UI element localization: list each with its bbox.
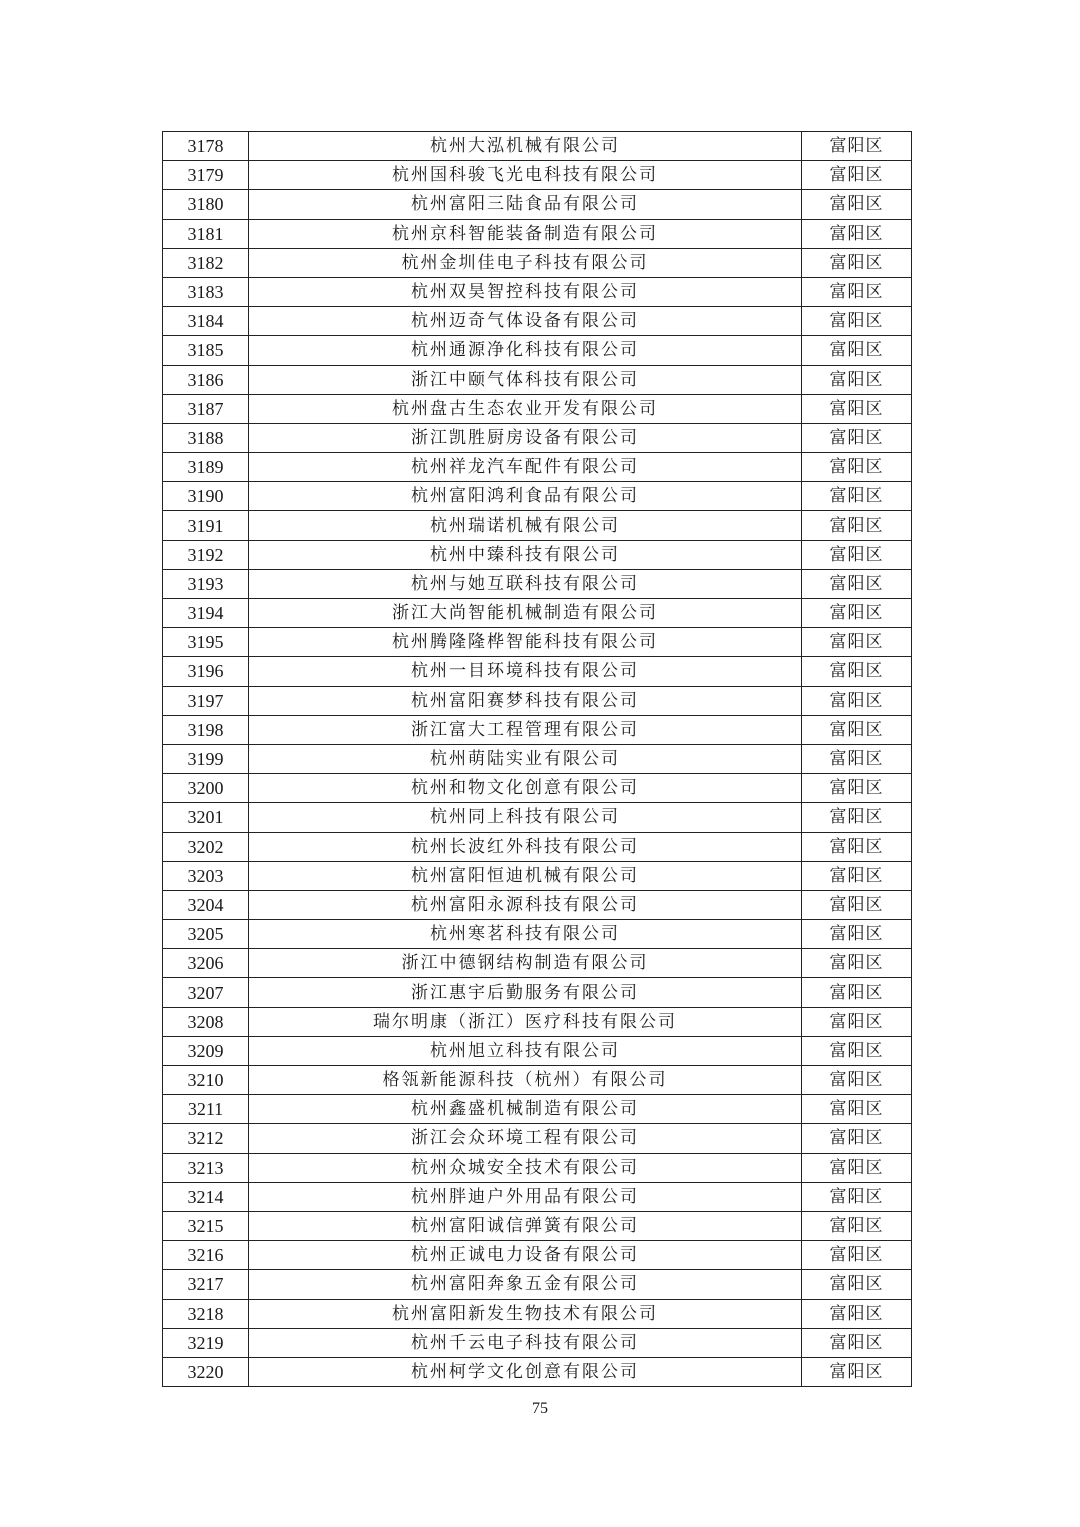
table-row <box>163 277 912 306</box>
district: 富阳区 <box>802 715 912 744</box>
row-number: 3180 <box>163 190 249 219</box>
district: 富阳区 <box>802 453 912 482</box>
table-row <box>163 336 912 365</box>
district: 富阳区 <box>802 248 912 277</box>
row-number: 3211 <box>163 1095 249 1124</box>
district: 富阳区 <box>802 920 912 949</box>
row-number: 3192 <box>163 540 249 569</box>
row-number: 3184 <box>163 307 249 336</box>
row-number: 3216 <box>163 1241 249 1270</box>
district: 富阳区 <box>802 1066 912 1095</box>
table-row <box>163 511 912 540</box>
district: 富阳区 <box>802 686 912 715</box>
row-number: 3203 <box>163 861 249 890</box>
company-name: 杭州长波红外科技有限公司 <box>249 832 802 861</box>
company-name: 浙江会众环境工程有限公司 <box>249 1124 802 1153</box>
table-row <box>163 861 912 890</box>
row-number: 3197 <box>163 686 249 715</box>
company-name: 杭州双昊智控科技有限公司 <box>249 277 802 306</box>
table-row <box>163 365 912 394</box>
table-row <box>163 949 912 978</box>
row-number: 3191 <box>163 511 249 540</box>
company-name: 杭州众城安全技术有限公司 <box>249 1153 802 1182</box>
company-name: 杭州富阳赛梦科技有限公司 <box>249 686 802 715</box>
table-row <box>163 1182 912 1211</box>
district: 富阳区 <box>802 277 912 306</box>
row-number: 3204 <box>163 890 249 919</box>
table-row <box>163 1211 912 1240</box>
table-row <box>163 657 912 686</box>
company-name: 杭州富阳鸿利食品有限公司 <box>249 482 802 511</box>
district: 富阳区 <box>802 803 912 832</box>
company-name: 杭州富阳奔象五金有限公司 <box>249 1270 802 1299</box>
district: 富阳区 <box>802 511 912 540</box>
row-number: 3185 <box>163 336 249 365</box>
company-list-body <box>163 132 912 1387</box>
table-row <box>163 219 912 248</box>
district: 富阳区 <box>802 394 912 423</box>
company-name: 杭州正诚电力设备有限公司 <box>249 1241 802 1270</box>
district: 富阳区 <box>802 1357 912 1386</box>
row-number: 3206 <box>163 949 249 978</box>
table-row <box>163 161 912 190</box>
row-number: 3190 <box>163 482 249 511</box>
district: 富阳区 <box>802 161 912 190</box>
company-name: 杭州盘古生态农业开发有限公司 <box>249 394 802 423</box>
company-name: 杭州中臻科技有限公司 <box>249 540 802 569</box>
district: 富阳区 <box>802 423 912 452</box>
row-number: 3207 <box>163 978 249 1007</box>
company-name: 杭州富阳永源科技有限公司 <box>249 890 802 919</box>
row-number: 3208 <box>163 1007 249 1036</box>
district: 富阳区 <box>802 1299 912 1328</box>
row-number: 3196 <box>163 657 249 686</box>
district: 富阳区 <box>802 1270 912 1299</box>
company-name: 杭州胖迪户外用品有限公司 <box>249 1182 802 1211</box>
company-name: 杭州金圳佳电子科技有限公司 <box>249 248 802 277</box>
row-number: 3188 <box>163 423 249 452</box>
district: 富阳区 <box>802 132 912 161</box>
company-name: 杭州迈奇气体设备有限公司 <box>249 307 802 336</box>
row-number: 3219 <box>163 1328 249 1357</box>
table-row <box>163 1241 912 1270</box>
district: 富阳区 <box>802 1241 912 1270</box>
row-number: 3220 <box>163 1357 249 1386</box>
row-number: 3212 <box>163 1124 249 1153</box>
table-row <box>163 1270 912 1299</box>
table-row <box>163 715 912 744</box>
row-number: 3205 <box>163 920 249 949</box>
company-name: 杭州鑫盛机械制造有限公司 <box>249 1095 802 1124</box>
company-name: 杭州瑞诺机械有限公司 <box>249 511 802 540</box>
table-row <box>163 453 912 482</box>
table-row <box>163 774 912 803</box>
row-number: 3198 <box>163 715 249 744</box>
district: 富阳区 <box>802 949 912 978</box>
row-number: 3195 <box>163 628 249 657</box>
company-name: 杭州大泓机械有限公司 <box>249 132 802 161</box>
district: 富阳区 <box>802 890 912 919</box>
district: 富阳区 <box>802 1328 912 1357</box>
company-name: 浙江中德钢结构制造有限公司 <box>249 949 802 978</box>
table-row <box>163 307 912 336</box>
table-row <box>163 1328 912 1357</box>
company-name: 瑞尔明康（浙江）医疗科技有限公司 <box>249 1007 802 1036</box>
district: 富阳区 <box>802 861 912 890</box>
row-number: 3187 <box>163 394 249 423</box>
district: 富阳区 <box>802 540 912 569</box>
table-row <box>163 1066 912 1095</box>
table-row <box>163 132 912 161</box>
row-number: 3215 <box>163 1211 249 1240</box>
table-row <box>163 1357 912 1386</box>
table-row <box>163 744 912 773</box>
page-number: 75 <box>532 1400 548 1417</box>
row-number: 3194 <box>163 599 249 628</box>
row-number: 3200 <box>163 774 249 803</box>
row-number: 3193 <box>163 569 249 598</box>
company-name: 杭州祥龙汽车配件有限公司 <box>249 453 802 482</box>
row-number: 3213 <box>163 1153 249 1182</box>
row-number: 3201 <box>163 803 249 832</box>
company-name: 浙江凯胜厨房设备有限公司 <box>249 423 802 452</box>
company-name: 杭州富阳新发生物技术有限公司 <box>249 1299 802 1328</box>
district: 富阳区 <box>802 219 912 248</box>
district: 富阳区 <box>802 482 912 511</box>
row-number: 3199 <box>163 744 249 773</box>
district: 富阳区 <box>802 1095 912 1124</box>
table-row <box>163 920 912 949</box>
district: 富阳区 <box>802 569 912 598</box>
company-name: 杭州与她互联科技有限公司 <box>249 569 802 598</box>
company-name: 杭州同上科技有限公司 <box>249 803 802 832</box>
row-number: 3182 <box>163 248 249 277</box>
row-number: 3181 <box>163 219 249 248</box>
company-name: 杭州富阳恒迪机械有限公司 <box>249 861 802 890</box>
table-row <box>163 1095 912 1124</box>
row-number: 3186 <box>163 365 249 394</box>
district: 富阳区 <box>802 1211 912 1240</box>
row-number: 3209 <box>163 1036 249 1065</box>
row-number: 3214 <box>163 1182 249 1211</box>
company-name: 杭州富阳诚信弹簧有限公司 <box>249 1211 802 1240</box>
district: 富阳区 <box>802 628 912 657</box>
row-number: 3178 <box>163 132 249 161</box>
table-row <box>163 248 912 277</box>
table-row <box>163 1124 912 1153</box>
company-name: 杭州和物文化创意有限公司 <box>249 774 802 803</box>
table-row <box>163 190 912 219</box>
district: 富阳区 <box>802 1124 912 1153</box>
company-name: 杭州富阳三陆食品有限公司 <box>249 190 802 219</box>
table-row <box>163 540 912 569</box>
district: 富阳区 <box>802 1007 912 1036</box>
company-name: 杭州千云电子科技有限公司 <box>249 1328 802 1357</box>
district: 富阳区 <box>802 832 912 861</box>
row-number: 3202 <box>163 832 249 861</box>
row-number: 3183 <box>163 277 249 306</box>
company-name: 杭州柯学文化创意有限公司 <box>249 1357 802 1386</box>
row-number: 3218 <box>163 1299 249 1328</box>
table-row <box>163 890 912 919</box>
company-name: 杭州萌陆实业有限公司 <box>249 744 802 773</box>
company-name: 杭州寒茗科技有限公司 <box>249 920 802 949</box>
company-list-table <box>162 131 912 1387</box>
district: 富阳区 <box>802 1036 912 1065</box>
table-row <box>163 1007 912 1036</box>
table-row <box>163 1036 912 1065</box>
company-name: 杭州旭立科技有限公司 <box>249 1036 802 1065</box>
company-name: 浙江惠宇后勤服务有限公司 <box>249 978 802 1007</box>
company-name: 杭州通源净化科技有限公司 <box>249 336 802 365</box>
table-row <box>163 832 912 861</box>
row-number: 3217 <box>163 1270 249 1299</box>
district: 富阳区 <box>802 744 912 773</box>
table-row <box>163 1153 912 1182</box>
table-row <box>163 686 912 715</box>
company-name: 杭州京科智能装备制造有限公司 <box>249 219 802 248</box>
district: 富阳区 <box>802 307 912 336</box>
district: 富阳区 <box>802 978 912 1007</box>
table-row <box>163 599 912 628</box>
district: 富阳区 <box>802 336 912 365</box>
company-name: 杭州一目环境科技有限公司 <box>249 657 802 686</box>
district: 富阳区 <box>802 599 912 628</box>
row-number: 3179 <box>163 161 249 190</box>
company-name: 格瓴新能源科技（杭州）有限公司 <box>249 1066 802 1095</box>
company-name: 杭州腾隆隆桦智能科技有限公司 <box>249 628 802 657</box>
table-row <box>163 482 912 511</box>
table-row <box>163 423 912 452</box>
district: 富阳区 <box>802 774 912 803</box>
table-row <box>163 1299 912 1328</box>
row-number: 3189 <box>163 453 249 482</box>
district: 富阳区 <box>802 657 912 686</box>
district: 富阳区 <box>802 190 912 219</box>
table-row <box>163 628 912 657</box>
district: 富阳区 <box>802 1153 912 1182</box>
company-name: 浙江大尚智能机械制造有限公司 <box>249 599 802 628</box>
company-name: 浙江富大工程管理有限公司 <box>249 715 802 744</box>
row-number: 3210 <box>163 1066 249 1095</box>
district: 富阳区 <box>802 365 912 394</box>
company-name: 杭州国科骏飞光电科技有限公司 <box>249 161 802 190</box>
table-row <box>163 394 912 423</box>
company-name: 浙江中颐气体科技有限公司 <box>249 365 802 394</box>
table-row <box>163 569 912 598</box>
table-row <box>163 803 912 832</box>
district: 富阳区 <box>802 1182 912 1211</box>
table-row <box>163 978 912 1007</box>
